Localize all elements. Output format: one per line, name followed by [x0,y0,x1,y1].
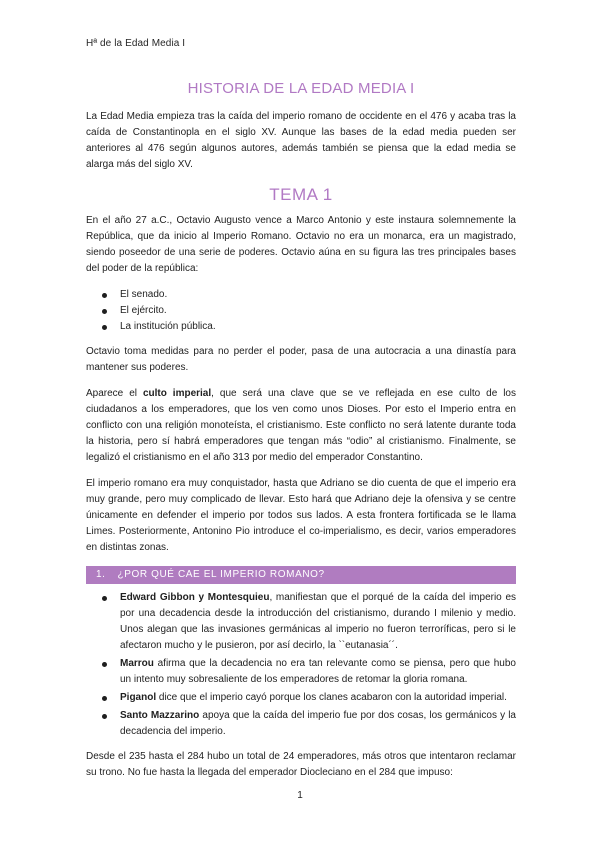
list-item [86,590,516,654]
intro-paragraph: La Edad Media empieza tras la caída del imperio romano de occidente en el 476 y acaba tras la caída de Constantinopla en el siglo XV. Aunque las bases de la edad media pueden ser anteriores al 476 según algunos autores, además también se piensa que la edad media se alarga más del siglo XV. [86,111,516,170]
page-content [86,80,516,791]
historians-list [86,590,516,740]
powers-list [86,287,516,335]
bullet-icon [102,596,107,601]
bullet-icon [102,714,107,719]
historian-text: , manifiestan que el porqué de la caída del imperio es por una decadencia desde la introducción del cristianismo, durando I milenio y medio. Unos alegan que las invasiones germánicas al imperio no fueron terroríficas, pero si le afectaron mucho y le pusieron, por así decirlo, la ``eutanasia´´. [120,592,517,651]
page-number: 1 [297,790,303,801]
list-item-text: La institución pública. [120,321,216,332]
text-run: , que será una clave que se ve reflejada en ese culto de los ciudadanos a los emperadores, que los ven como unos Dioses. Por esto el Imperio entra en conflicto con una religión monoteísta, el cristianismo. Este conflicto no será latente durante toda la historia, pero sí habrá emperadores que tengan más “odio” al cristianismo. Finalmente, se legalizó el cristianismo en el año 313 por medio del emperador Constantino. [86,388,516,463]
historian-text: afirma que la decadencia no era tan relevante como se piensa, pero que hubo un intento muy sobresaliente de los emperadores de retomar la gloria romana. [120,658,516,685]
section-title: ¿POR QUÉ CAE EL IMPERIO ROMANO? [117,569,325,580]
culto-paragraph [86,386,516,466]
list-item [86,287,516,303]
bold-term: culto imperial [142,388,212,399]
historian-name: Edward Gibbon y Montesquieu [120,592,270,603]
bullet-icon [102,696,107,701]
historian-text: dice que el imperio cayó porque los clanes acabaron con la autoridad imperial. [156,692,507,703]
document-title: HISTORIA DE LA EDAD MEDIA I [187,80,415,97]
tema-heading: TEMA 1 [269,185,333,204]
running-header: Hª de la Edad Media I [86,38,186,49]
adriano-paragraph: El imperio romano era muy conquistador, hasta que Adriano se dio cuenta de que el imperio era muy grande, pero muy complicado de llevar. Esto hará que Adriano deje la ofensiva y se centre únicamente en defender el imperio por todos sus lados. A esta frontera fortificada se le llama Limes. Posteriormente, Antonino Pio introduce el co-imperialismo, es decir, varios emperadores en distintas zonas. [86,478,516,553]
section-heading-bar [86,566,516,584]
list-item-text: El ejército. [120,305,167,316]
emperors-paragraph: Desde el 235 hasta el 284 hubo un total de 24 emperadores, más otros que intentaron reclamar su trono. No fue hasta la llegada del emperador Diocleciano en el 284 que impuso: [86,751,516,778]
octavio-paragraph: En el año 27 a.C., Octavio Augusto vence a Marco Antonio y este instaura solemnemente la República, que da inicio al Imperio Romano. Octavio no era un monarca, era un magistrado, siendo poseedor de una serie de poderes. Octavio aúna en su figura las tres principales bases del poder de la república: [86,215,516,274]
list-item [86,690,516,706]
list-item [86,656,516,688]
list-item [86,303,516,319]
text-run: Aparece el [86,388,143,399]
autocracy-paragraph: Octavio toma medidas para no perder el poder, pasa de una autocracia a una dinastía para mantener sus poderes. [86,346,516,373]
bullet-icon [102,662,107,667]
section-number: 1. [96,569,106,580]
historian-name: Piganol [120,692,157,703]
historian-name: Marrou [120,658,154,669]
list-item [86,708,516,740]
historian-text: apoya que la caída del imperio fue por dos cosas, los germánicos y la decadencia del imperio. [120,710,516,737]
bullet-icon [102,325,107,330]
bullet-icon [102,309,107,314]
list-item [86,319,516,335]
list-item-text: El senado. [120,289,168,300]
historian-name: Santo Mazzarino [120,710,200,721]
bullet-icon [102,293,107,298]
